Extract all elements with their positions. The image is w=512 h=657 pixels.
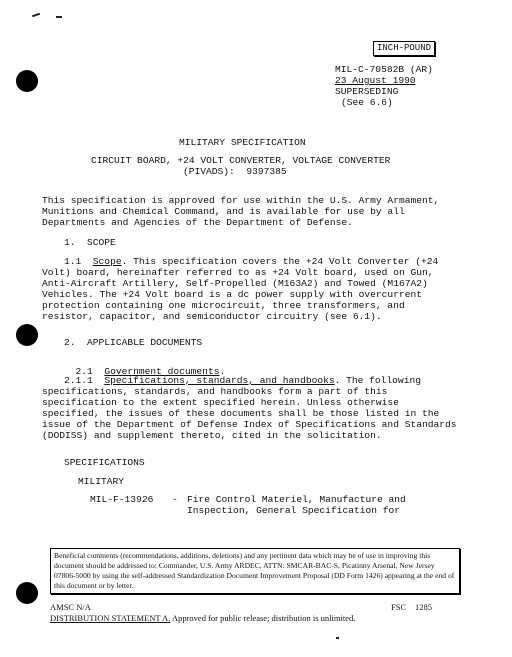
paragraph-title: Government documents [104, 366, 220, 377]
scan-mark [56, 16, 62, 18]
paragraph-title: Scope [92, 256, 122, 267]
spec-item-title-line1: Fire Control Materiel, Manufacture and [187, 494, 406, 505]
spec-item-id: MIL-F-13926 [90, 494, 154, 505]
paragraph-text: . This specification covers the +24 Volt Converter (+24 Volt) board, hereinafter referred to as +24 Volt board, used on Gun, Anti-Aircraft Artillery, Self-Propelled (M163A2) and Towed (M167A2) Vehicles. The +24 Volt board is a dc power supply with overcurrent protection containing one microcircuit, three transformers, and resistor, capacitor, and semiconductor circuitry (see 6.1). [42, 256, 439, 322]
spec-date: 23 August 1990 [335, 75, 416, 86]
paragraph-number: 1.1 [64, 256, 82, 267]
paragraph-number: 2.1 [75, 366, 93, 377]
paragraph-2-1-1 [42, 375, 462, 441]
paragraph-2-1: 2.1 Government documents. [75, 366, 226, 377]
spec-number: MIL-C-70582B (AR) [335, 64, 433, 75]
fsc-label: FSC [391, 602, 407, 612]
doc-part-number: (PIVADS): 9397385 [183, 166, 287, 177]
section-2-heading: 2. APPLICABLE DOCUMENTS [64, 337, 203, 348]
distribution-text: Approved for public release; distribution is unlimited. [171, 613, 356, 623]
military-subheading: MILITARY [78, 476, 125, 487]
superseding-label: SUPERSEDING [335, 86, 399, 97]
punch-hole-top [16, 70, 38, 92]
paragraph-text: . The following specifications, standards, and handbooks form a part of this specification to the extent specified herein. Unless otherwise specified, the issues of these documents shall be those listed in the issue of the Department of Defense Index of Specifications and Standards (DODISS) and supplement thereto, cited in the solicitation. [42, 375, 457, 441]
approval-paragraph: This specification is approved for use within the U.S. Army Armament, Munitions and Chemical Command, and is available for use by all Departments and Agencies of the Department of Defense. [42, 195, 440, 228]
spec-item-dash: - [172, 494, 178, 505]
specifications-heading: SPECIFICATIONS [64, 457, 145, 468]
punch-hole-middle [16, 324, 38, 346]
doc-type-title: MILITARY SPECIFICATION [179, 137, 306, 148]
amsc-label: AMSC N/A [50, 602, 91, 612]
fsc-value: 1285 [415, 602, 432, 612]
scan-mark [336, 637, 339, 639]
section-1-heading: 1. SCOPE [64, 237, 116, 248]
scan-mark [32, 13, 40, 18]
comments-box: Beneficial comments (recommendations, additions, deletions) and any pertinent data which may be of use in improving this document should be addressed to: Commander, U.S. Army ARDEC, ATTN: SMCAR-BAC-S, Picatinny Arsenal, New Jersey 07806-5000 by using the self-addressed Standardization Document Improvement Proposal (DD Form 1426) appearing at the end of this document or by letter. [50, 548, 460, 594]
inch-pound-badge: INCH-POUND [373, 41, 435, 56]
spec-item-title-line2: Inspection, General Specification for [187, 505, 401, 516]
see-reference: (See 6.6) [341, 97, 393, 108]
distribution-statement [50, 613, 355, 623]
paragraph-1-1 [42, 256, 462, 322]
paragraph-number: 2.1.1 [64, 375, 93, 386]
distribution-label: DISTRIBUTION STATEMENT A. [50, 613, 171, 623]
punch-hole-bottom [16, 582, 38, 604]
doc-subject-title: CIRCUIT BOARD, +24 VOLT CONVERTER, VOLTAGE CONVERTER [91, 155, 391, 166]
paragraph-title: Specifications, standards, and handbooks [104, 375, 335, 386]
